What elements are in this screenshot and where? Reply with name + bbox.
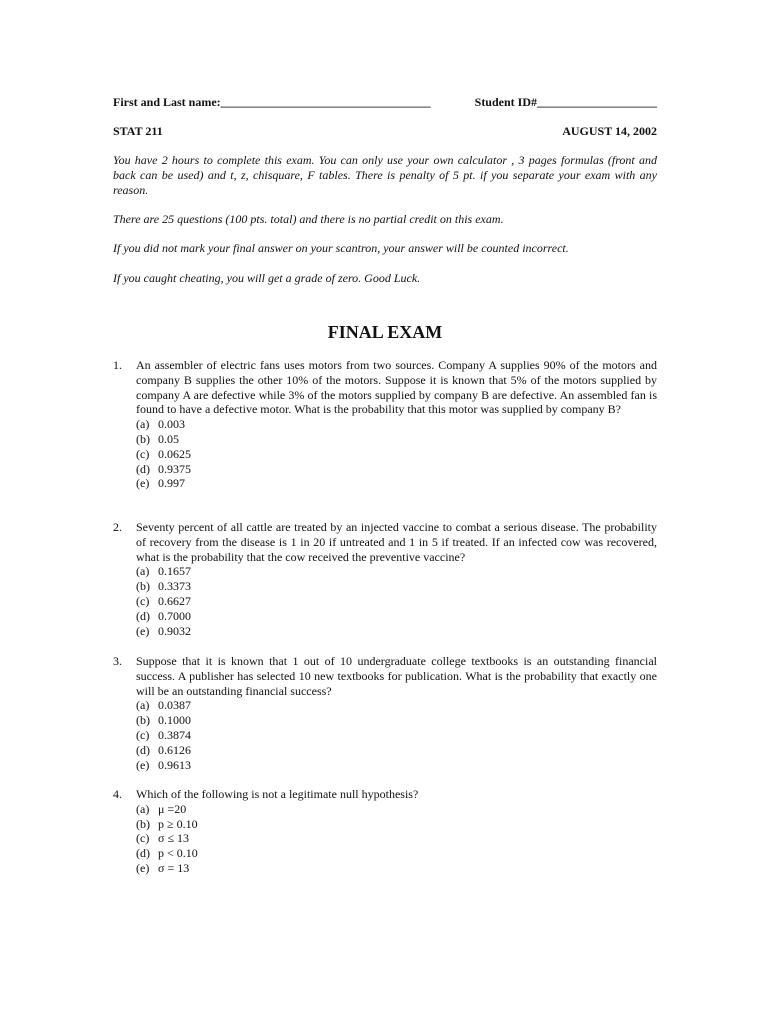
option-letter: (e)	[136, 860, 150, 875]
option-letter: (b)	[136, 816, 150, 831]
option-a[interactable]	[136, 564, 657, 579]
option-b[interactable]	[136, 579, 657, 594]
option-letter: (a)	[136, 564, 150, 579]
option-value: 0.3874	[158, 727, 191, 742]
option-letter: (d)	[136, 742, 150, 757]
instruction-scantron: If you did not mark your final answer on your scantron, your answer will be counted incorrect.	[113, 241, 569, 255]
option-e[interactable]	[136, 476, 657, 491]
option-letter: (b)	[136, 431, 150, 446]
question-number: 1.	[113, 358, 122, 372]
exam-date: AUGUST 14, 2002	[562, 124, 657, 138]
question-4	[113, 787, 657, 876]
option-letter: (d)	[136, 461, 150, 476]
option-letter: (a)	[136, 417, 150, 432]
option-value: 0.6627	[158, 593, 191, 608]
option-letter: (b)	[136, 713, 150, 728]
option-value: 0.6126	[158, 742, 191, 757]
name-field-label[interactable]: First and Last name:___________________________________	[113, 95, 431, 109]
option-letter: (e)	[136, 623, 150, 638]
option-b[interactable]	[136, 817, 657, 832]
option-letter: (b)	[136, 579, 150, 594]
course-info-line	[113, 124, 657, 138]
option-value: 0.1657	[158, 564, 191, 579]
question-text: Suppose that it is known that 1 out of 10 undergraduate college textbooks is an outstanding financial success. A publisher has selected 10 new textbooks for publication. What is the probability that exactly one will be an outstanding financial success?	[136, 654, 657, 698]
option-value: 0.003	[158, 417, 185, 432]
option-d[interactable]	[136, 846, 657, 861]
option-letter: (e)	[136, 476, 150, 491]
instruction-cheating: If you caught cheating, you will get a grade of zero. Good Luck.	[113, 271, 421, 285]
option-e[interactable]	[136, 758, 657, 773]
question-1	[113, 358, 657, 491]
option-value: σ = 13	[158, 860, 190, 875]
question-number: 3.	[113, 654, 122, 668]
option-c[interactable]	[136, 594, 657, 609]
option-letter: (c)	[136, 446, 150, 461]
student-info-line	[113, 95, 657, 109]
question-number: 4.	[113, 787, 122, 801]
option-a[interactable]	[136, 698, 657, 713]
option-value: 0.9613	[158, 757, 191, 772]
option-value: p < 0.10	[158, 846, 198, 861]
option-value: 0.7000	[158, 608, 191, 623]
option-letter: (e)	[136, 757, 150, 772]
option-letter: (c)	[136, 831, 150, 846]
option-b[interactable]	[136, 432, 657, 447]
option-letter: (c)	[136, 727, 150, 742]
option-c[interactable]	[136, 447, 657, 462]
course-code: STAT 211	[113, 124, 163, 138]
option-letter: (a)	[136, 801, 150, 816]
student-id-field-label[interactable]: Student ID#____________________	[474, 95, 657, 109]
option-value: σ ≤ 13	[158, 831, 190, 846]
option-value: 0.3373	[158, 579, 191, 594]
option-value: 0.9375	[158, 461, 191, 476]
option-value: 0.05	[158, 431, 179, 446]
answer-options	[136, 417, 657, 491]
option-letter: (c)	[136, 593, 150, 608]
option-value: 0.1000	[158, 713, 191, 728]
option-d[interactable]	[136, 609, 657, 624]
question-text: An assembler of electric fans uses motors from two sources. Company A supplies 90% of the motors and company B supplies the other 10% of the motors. Suppose it is known that 5% of the motors supplied by company A are defective while 3% of the motors supplied by company B are defective. An assembled fan is found to have a defective motor. What is the probability that this motor was supplied by company B?	[136, 358, 657, 417]
option-letter: (a)	[136, 698, 150, 713]
option-d[interactable]	[136, 462, 657, 477]
instruction-scoring: There are 25 questions (100 pts. total) and there is no partial credit on this exam.	[113, 212, 504, 226]
option-value: 0.0625	[158, 446, 191, 461]
question-2	[113, 520, 657, 638]
question-3	[113, 654, 657, 772]
option-a[interactable]	[136, 802, 657, 817]
answer-options	[136, 698, 657, 772]
option-value: 0.9032	[158, 623, 191, 638]
option-letter: (d)	[136, 846, 150, 861]
option-e[interactable]	[136, 861, 657, 876]
option-c[interactable]	[136, 831, 657, 846]
option-value: 0.997	[158, 476, 185, 491]
question-number: 2.	[113, 520, 122, 534]
option-a[interactable]	[136, 417, 657, 432]
option-value: 0.0387	[158, 698, 191, 713]
answer-options	[136, 564, 657, 638]
answer-options	[136, 802, 657, 876]
exam-title: FINAL EXAM	[327, 322, 443, 342]
option-d[interactable]	[136, 743, 657, 758]
option-b[interactable]	[136, 713, 657, 728]
question-text: Which of the following is not a legitimate null hypothesis?	[136, 787, 419, 801]
question-text: Seventy percent of all cattle are treated by an injected vaccine to combat a serious disease. The probability of recovery from the disease is 1 in 20 if untreated and 1 in 5 if treated. If an infected cow was recovered, what is the probability that the cow received the preventive vaccine?	[136, 520, 657, 564]
option-letter: (d)	[136, 608, 150, 623]
option-value: μ =20	[158, 801, 187, 816]
option-value: p ≥ 0.10	[158, 816, 198, 831]
option-c[interactable]	[136, 728, 657, 743]
instruction-time-materials: You have 2 hours to complete this exam. You can only use your own calculator , 3 pages formulas (front and back can be used) and t, z, chisquare, F tables. There is penalty of 5 pt. if you separate your exam with any reason.	[113, 153, 657, 197]
option-e[interactable]	[136, 624, 657, 639]
